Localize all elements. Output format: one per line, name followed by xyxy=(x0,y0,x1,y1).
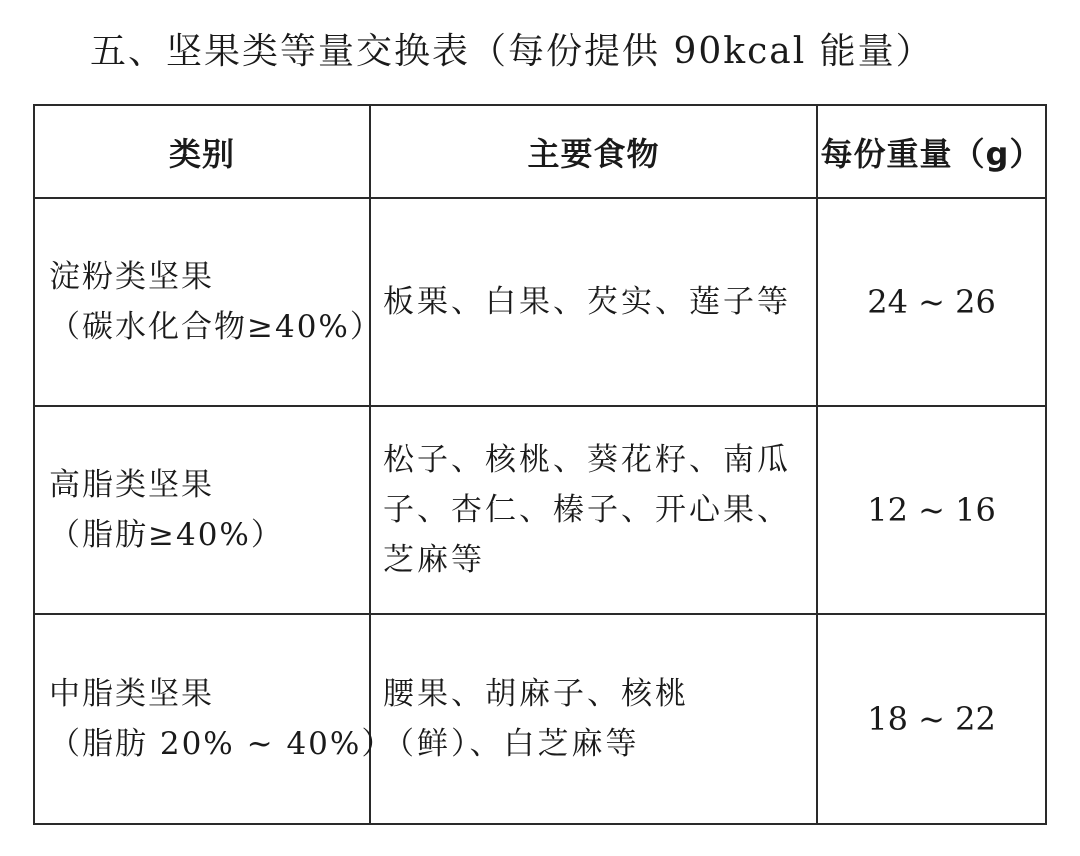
foods-cell: 松子、核桃、葵花籽、南瓜子、杏仁、榛子、开心果、芝麻等 xyxy=(370,406,817,614)
foods-cell: 腰果、胡麻子、核桃（鲜）、白芝麻等 xyxy=(370,614,817,824)
foods-cell: 板栗、白果、芡实、莲子等 xyxy=(370,198,817,406)
table-row xyxy=(34,614,1046,824)
category-name: 中脂类坚果 xyxy=(49,676,214,712)
header-weight: 每份重量（g） xyxy=(817,105,1046,198)
category-note: （脂肪 20% ~ 40%） xyxy=(49,726,395,762)
category-note: （脂肪≥40%） xyxy=(49,517,284,553)
table-header-row xyxy=(34,105,1046,198)
nut-exchange-table xyxy=(33,104,1047,825)
weight-cell: 18 ~ 22 xyxy=(817,614,1046,824)
category-cell xyxy=(34,614,395,824)
category-name: 淀粉类坚果 xyxy=(49,259,214,295)
table-title: 五、坚果类等量交换表（每份提供 90kcal 能量） xyxy=(90,31,934,72)
table-row xyxy=(34,406,1046,614)
category-cell xyxy=(34,198,383,406)
weight-cell: 24 ~ 26 xyxy=(817,198,1046,406)
weight-cell: 12 ~ 16 xyxy=(817,406,1046,614)
category-note: （碳水化合物≥40%） xyxy=(49,309,383,345)
category-cell xyxy=(34,406,370,614)
header-main-foods: 主要食物 xyxy=(370,105,817,198)
header-category: 类别 xyxy=(34,105,370,198)
category-name: 高脂类坚果 xyxy=(49,467,214,503)
table-row xyxy=(34,198,1046,406)
